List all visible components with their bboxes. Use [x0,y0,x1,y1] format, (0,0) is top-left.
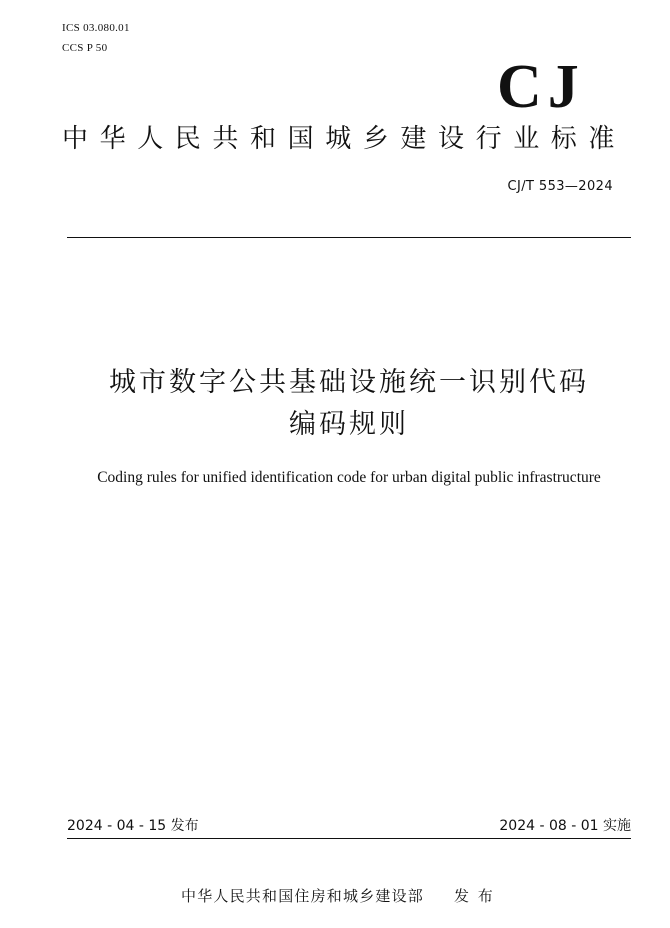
issue-date: 2024 - 04 - 15 发布 [67,818,199,834]
publish-label: 发 布 [454,887,495,905]
ics-code: ICS 03.080.01 [62,22,130,34]
footer-divider [67,838,631,839]
title-zh-line-2: 编码规则 [289,409,409,440]
standard-logo: CJ [497,53,585,121]
header-divider [67,237,631,238]
ccs-code: CCS P 50 [62,42,108,54]
title-zh-line-1: 城市数字公共基础设施统一识别代码 [109,367,589,398]
publisher-name: 中华人民共和国住房和城乡建设部 [181,887,425,905]
standard-category: 中华人民共和国城乡建设行业标准 [62,124,627,154]
implement-date: 2024 - 08 - 01 实施 [499,818,631,834]
publisher-row [181,886,495,906]
standard-number: CJ/T 553—2024 [507,179,613,194]
title-en: Coding rules for unified identification code for urban digital public infrastructure [97,469,601,486]
